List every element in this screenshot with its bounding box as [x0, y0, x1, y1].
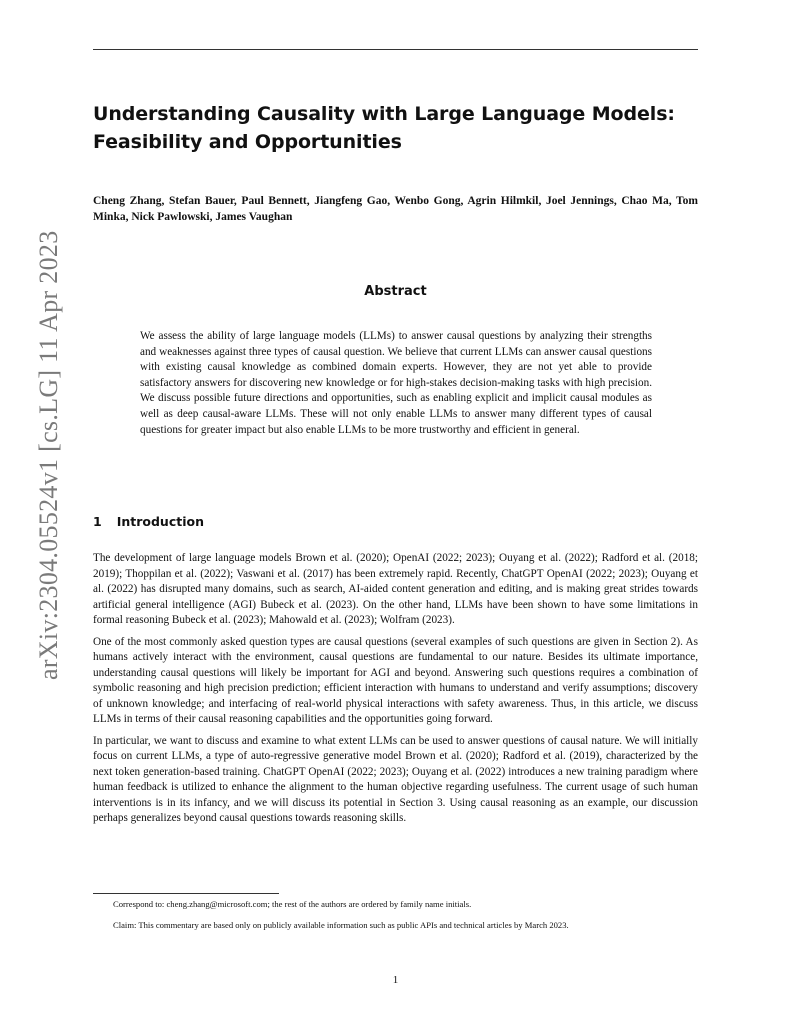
section-number: 1 — [93, 514, 102, 529]
paragraph: One of the most commonly asked question types are causal questions (several examples of such questions are given in Section 2). As humans actively interact with the environment, causal questions are fundamental to our nature. Besides its ultimate importance, understanding causal questions will likely be important for AGI and beyond. Answering such questions requires a combination of symbolic reasoning and high precision prediction; efficient interaction with humans to understand and verify assumptions; discovery of unknown knowledge; and interfacing of real-world physical interactions with safety awareness. Thus, in this article, we discuss LLMs in terms of their causal reasoning capabilities and the opportunities going forward. — [93, 635, 698, 725]
abstract-heading: Abstract — [364, 284, 427, 299]
paragraph: The development of large language models Brown et al. (2020); OpenAI (2022; 2023); Ouyang et al. (2022); Radford et al. (2018; 2019); Thoppilan et al. (2022); Vaswani et al. (2017) has been extremely rapid. Recently, ChatGPT OpenAI (2022; 2023); Ouyang et al. (2022) has disrupted many domains, such as search, AI-aided content generation and editing, and is making great strides towards artificial general intelligence (AGI) Bubeck et al. (2023). On the other hand, LLMs have been shown to have some limitations in formal reasoning Bubeck et al. (2023); Mahowald et al. (2023); Wolfram (2023). — [93, 552, 698, 626]
footnote-rule — [93, 893, 279, 894]
author-list: Cheng Zhang, Stefan Bauer, Paul Bennett, Jiangfeng Gao, Wenbo Gong, Agrin Hilmkil, Joel Jennings, Chao Ma, Tom Minka, Nick Pawlowski, James Vaughan — [93, 195, 698, 223]
footnote-correspondence: Correspond to: cheng.zhang@microsoft.com; the rest of the authors are ordered by family name initials. — [113, 899, 472, 909]
paper-title: Understanding Causality with Large Language Models: Feasibility and Opportunities — [93, 103, 675, 153]
footnotes — [93, 898, 698, 939]
arxiv-identifier-stamp: arXiv:2304.05524v1 [cs.LG] 11 Apr 2023 — [34, 230, 63, 680]
abstract-text: We assess the ability of large language models (LLMs) to answer causal questions by analyzing their strengths and weaknesses against three types of causal question. We believe that current LLMs can answer causal questions with existing causal knowledge as combined domain experts. However, they are not yet able to provide satisfactory answers for discovering new knowledge or for high-stakes decision-making tasks with high precision. We discuss possible future directions and opportunities, such as enabling explicit and implicit causal modules as well as deep causal-aware LLMs. These will not only enable LLMs to answer many different types of causal questions for greater impact but also enable LLMs to be more trustworthy and efficient in general. — [140, 330, 652, 436]
section-title: Introduction — [116, 514, 204, 529]
section-body — [93, 551, 698, 833]
top-rule — [93, 49, 698, 50]
paragraph: In particular, we want to discuss and examine to what extent LLMs can be used to answer questions of causal nature. We will initially focus on current LLMs, a type of auto-regressive generative model Brown et al. (2020); Radford et al. (2019), characterized by the next token generation-based training. ChatGPT OpenAI (2022; 2023); Ouyang et al. (2022) introduces a new training paradigm where human feedback is utilized to enhance the alignment to the human objective regarding usefulness. The current usage of such human interventions is in its infancy, and we will discuss its potential in Section 3. Using causal reasoning as an example, our discussion perhaps generalizes beyond causal questions towards reasoning skills. — [93, 734, 698, 824]
footnote-claim: Claim: This commentary are based only on publicly available information such as public APIs and technical articles by March 2023. — [113, 919, 569, 930]
page-number: 1 — [392, 974, 399, 986]
section-heading — [93, 514, 698, 529]
